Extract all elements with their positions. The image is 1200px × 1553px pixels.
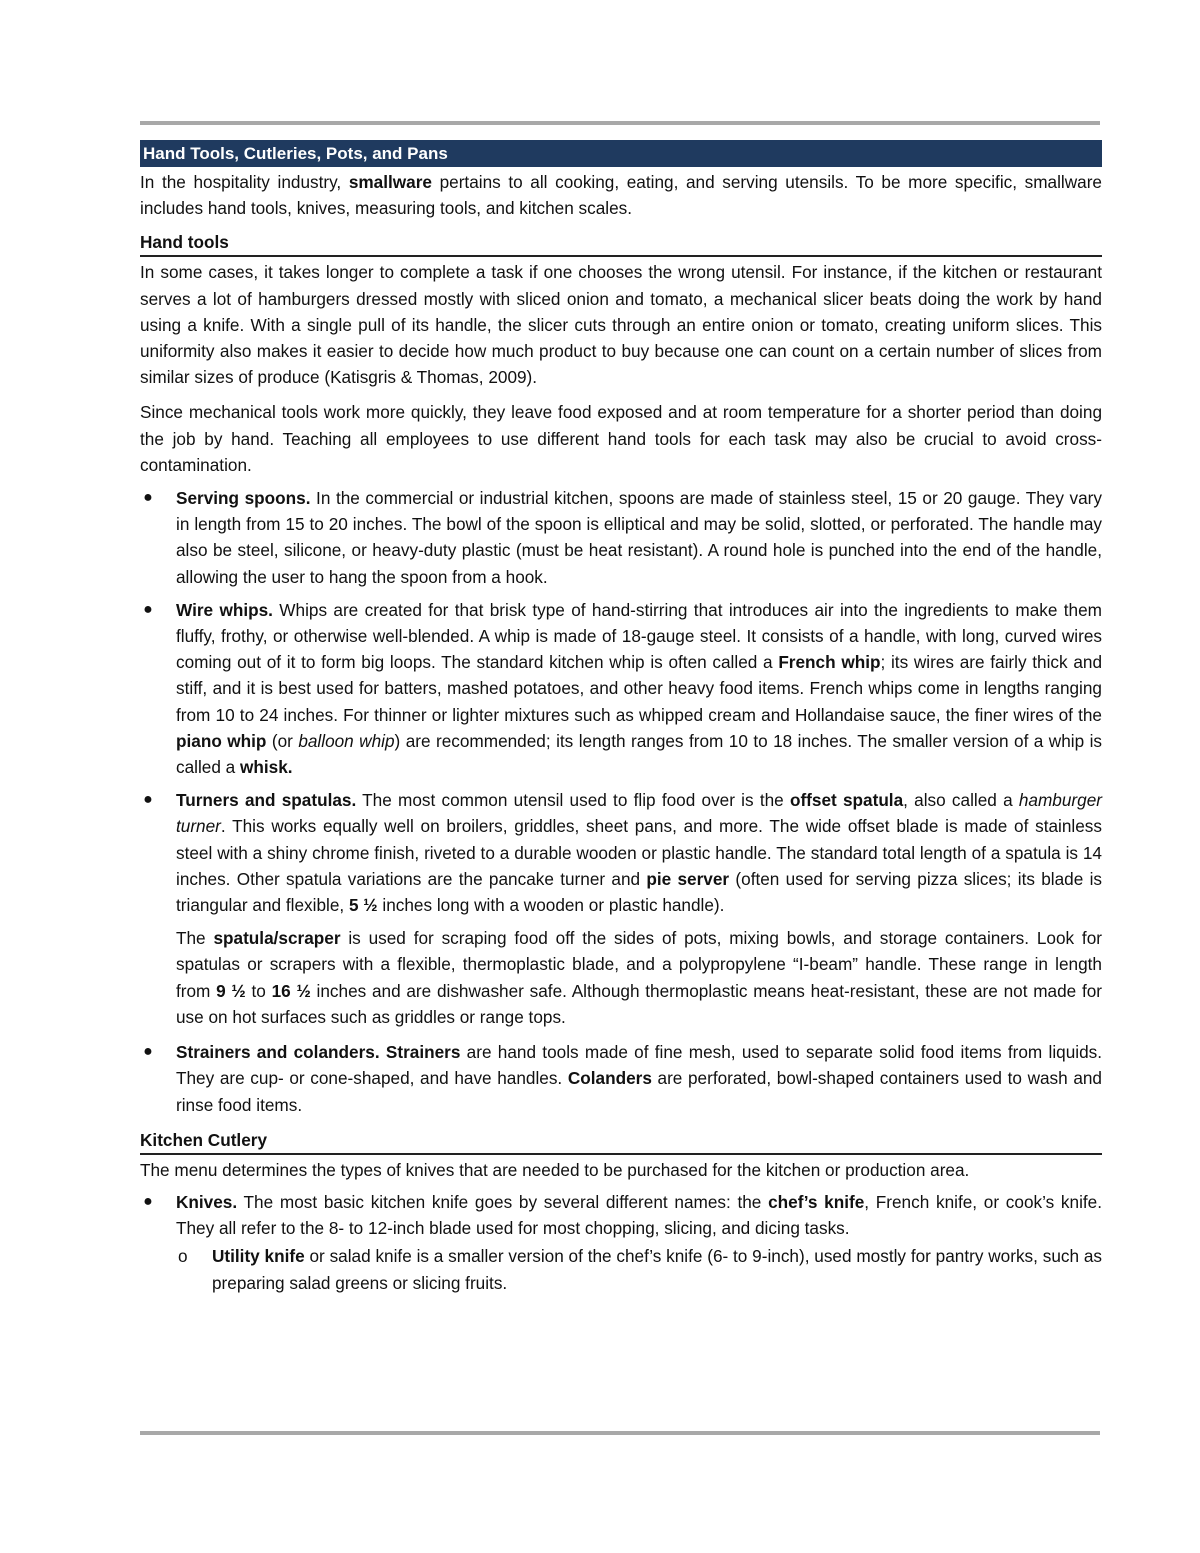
bottom-rule <box>140 1431 1100 1435</box>
list-item-knives: ● Knives. The most basic kitchen knife goes by several different names: the chef’s knife, French knife, or cook’s knife. They all refer to the 8- to 12-inch blade used for most chopping, slicing, and dicing tasks. o Utility knife or salad knife is a smaller version of the chef’s knife (6- to 9-inch), used mostly for pantry works, such as preparing salad greens or slicing fruits. <box>140 1189 1102 1296</box>
bullet-icon: ● <box>143 1192 153 1210</box>
bullet-icon: ● <box>143 1043 153 1061</box>
cutlery-list <box>140 1189 1102 1296</box>
cutlery-intro-paragraph: The menu determines the types of knives that are needed to be purchased for the kitchen or production area. <box>140 1159 970 1180</box>
hand-tools-heading: Hand tools <box>140 230 1102 257</box>
document-body <box>140 140 1102 1303</box>
sub-bullet-icon: o <box>178 1246 188 1267</box>
bullet-icon: ● <box>143 489 153 507</box>
bullet-icon: ● <box>143 600 153 618</box>
list-item-serving-spoons: ● Serving spoons. In the commercial or industrial kitchen, spoons are made of stainless steel, 15 or 20 gauge. They vary in length from 15 to 20 inches. The bowl of the spoon is elliptical and may be solid, slotted, or perforated. The handle may also be steel, silicone, or heavy-duty plastic (must be heat resistant). A round hole is punched into the end of the handle, allowing the user to hang the spoon from a hook. <box>140 485 1102 590</box>
list-item-strainers-colanders: ● Strainers and colanders. Strainers are hand tools made of fine mesh, used to separate solid food items from liquids. They are cup- or cone-shaped, and have handles. Colanders are perforated, bowl-shaped containers used to wash and rinse food items. <box>140 1039 1102 1118</box>
knives-sublist <box>140 1243 1102 1295</box>
list-item-wire-whips: ● Wire whips. Whips are created for that brisk type of hand-stirring that introduces air into the ingredients to make them fluffy, frothy, or otherwise well-blended. A whip is made of 18-gauge steel. It consists of a handle, with long, curved wires coming out of it to form big loops. The standard kitchen whip is often called a French whip; its wires are fairly thick and stiff, and it is best used for batters, mashed potatoes, and other heavy food items. French whips come in lengths ranging from 10 to 24 inches. For thinner or lighter mixtures such as whipped cream and Hollandaise sauce, the finer wires of the piano whip (or balloon whip) are recommended; its length ranges from 10 to 18 inches. The smaller version of a whip is called a whisk. <box>140 597 1102 780</box>
list-item-utility-knife: o Utility knife or salad knife is a smaller version of the chef’s knife (6- to 9-inch), used mostly for pantry works, such as preparing salad greens or slicing fruits. <box>140 1243 1102 1295</box>
top-rule <box>140 121 1100 125</box>
list-item-turners-spatulas: ● Turners and spatulas. The most common utensil used to flip food over is the offset spatula, also called a hamburger turner. This works equally well on broilers, griddles, sheet pans, and more. The wide offset blade is made of stainless steel with a shiny chrome finish, riveted to a durable wooden or plastic handle. The standard total length of a spatula is 14 inches. Other spatula variations are the pancake turner and pie server (often used for serving pizza slices; its blade is triangular and flexible, 5 ½ inches long with a wooden or plastic handle). <box>140 787 1102 918</box>
intro-paragraph: In the hospitality industry, smallware pertains to all cooking, eating, and serving utensils. To be more specific, smallware includes hand tools, knives, measuring tools, and kitchen scales. <box>140 172 1102 219</box>
kitchen-cutlery-heading: Kitchen Cutlery <box>140 1128 1102 1155</box>
hand-tools-paragraph-1: In some cases, it takes longer to complete a task if one chooses the wrong utensil. For instance, if the kitchen or restaurant serves a lot of hamburgers dressed mostly with sliced onion and tomato, a mechanical slicer beats doing the work by hand using a knife. With a single pull of its handle, the slicer cuts through an entire onion or tomato, creating uniform slices. This uniformity also makes it easier to decide how much product to buy because one can count on a certain number of slices from similar sizes of produce (Katisgris & Thomas, 2009). <box>140 262 1102 388</box>
hand-tools-paragraph-2: Since mechanical tools work more quickly, they leave food exposed and at room temperature for a shorter period than doing the job by hand. Teaching all employees to use different hand tools for each task may also be crucial to avoid cross-contamination. <box>140 402 1102 475</box>
hand-tools-list <box>140 485 1102 918</box>
spatula-scraper-paragraph: The spatula/scraper is used for scraping food off the sides of pots, mixing bowls, and storage containers. Look for spatulas or scrapers with a flexible, thermoplastic blade, and a polypropylene “I-beam” handle. These range in length from 9 ½ to 16 ½ inches and are dishwasher safe. Although thermoplastic means heat-resistant, these are not made for use on hot surfaces such as griddles or range tops. <box>176 928 1103 1027</box>
hand-tools-list-continued <box>140 1039 1102 1118</box>
bullet-icon: ● <box>143 791 153 809</box>
section-title-bar: Hand Tools, Cutleries, Pots, and Pans <box>140 140 1102 167</box>
